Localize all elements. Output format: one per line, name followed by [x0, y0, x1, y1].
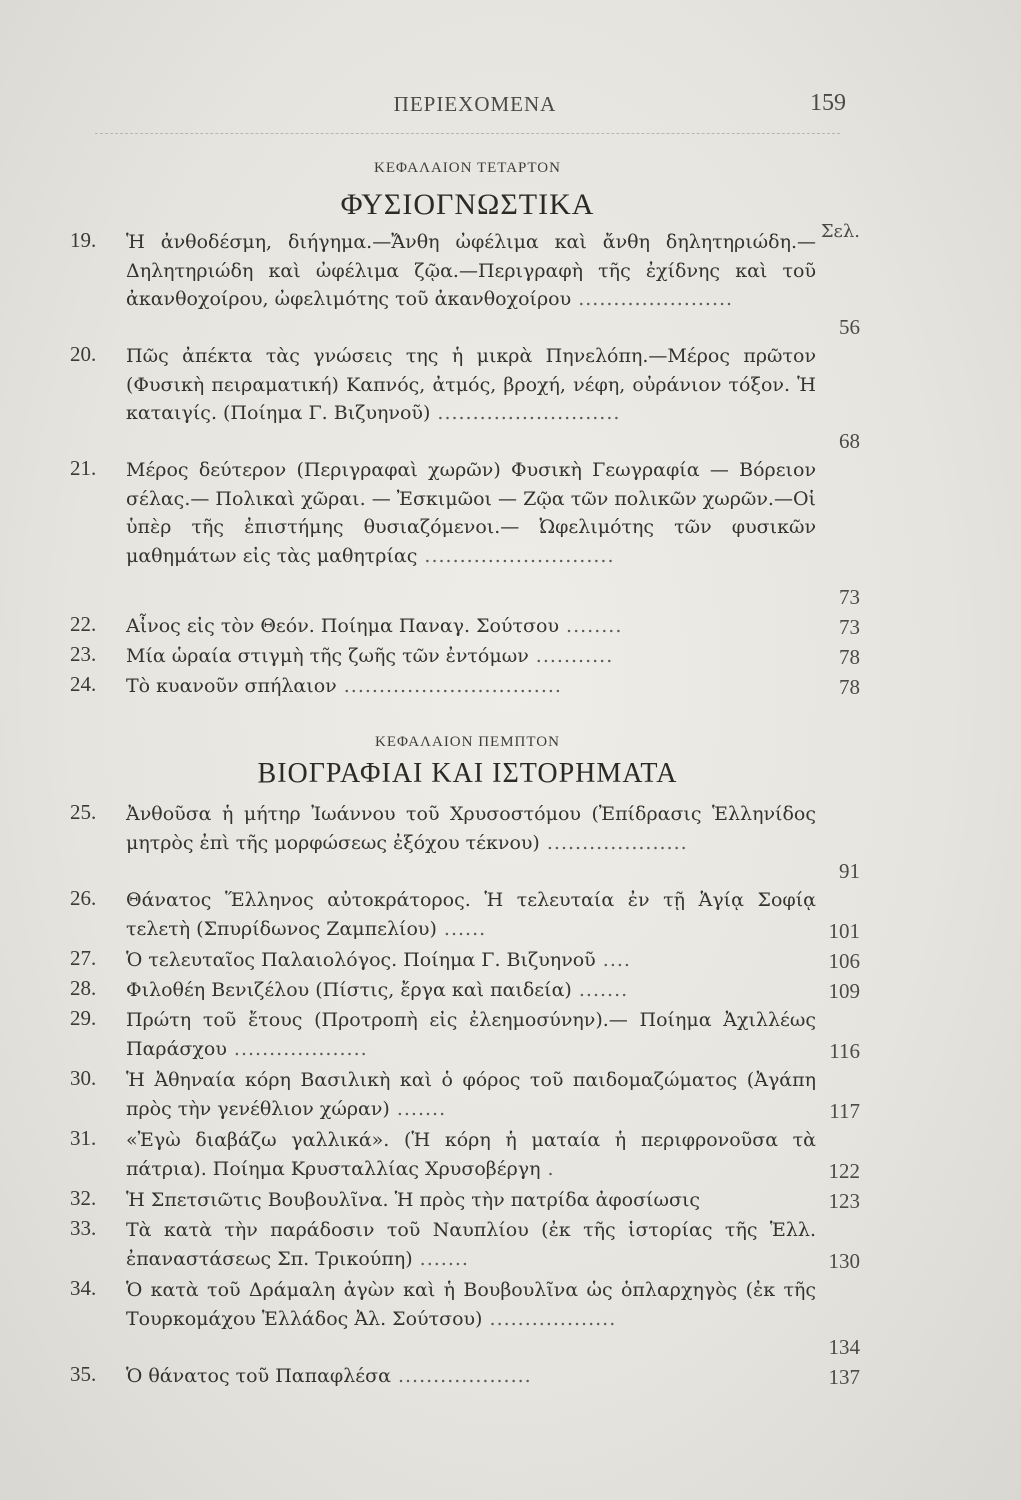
entry-title: Θάνατος Ἕλληνος αὐτοκράτορος. Ἡ τελευταία ἐν τῇ Ἁγίᾳ Σοφίᾳ τελετὴ (Σπυρίδωνος Ζαμπελίου) ...... — [126, 889, 816, 940]
entry-title: Τὸ κυανοῦν σπήλαιον ............................... — [126, 675, 562, 697]
toc-entry-26[interactable] — [70, 886, 860, 946]
page-number: 159 — [810, 90, 846, 116]
entry-page: 73 — [839, 585, 860, 609]
page-column-label: Σελ. — [820, 221, 860, 242]
toc-entry-20[interactable] — [70, 342, 860, 456]
entry-title: Ὁ θάνατος τοῦ Παπαφλέσα ................... — [126, 1365, 532, 1387]
toc-entry-35[interactable] — [70, 1362, 860, 1392]
entry-page: 116 — [829, 1039, 860, 1063]
chapter-label-5: ΚΕΦΑΛΑΙΟΝ ΠΕΜΠΤΟΝ — [375, 734, 560, 750]
toc-entry-34[interactable] — [70, 1276, 860, 1362]
toc-entry-19[interactable] — [70, 228, 860, 342]
entry-number: 35. — [70, 1362, 97, 1386]
toc-entry-27[interactable] — [70, 946, 860, 976]
entry-page: 73 — [839, 615, 860, 639]
entry-page: 130 — [828, 1249, 860, 1273]
toc-entry-30[interactable] — [70, 1066, 860, 1126]
entry-title: Ὁ τελευταῖος Παλαιολόγος. Ποίημα Γ. Βιζυηνοῦ .... — [126, 949, 631, 971]
entry-page: 68 — [839, 429, 860, 453]
toc-entry-33[interactable] — [70, 1216, 860, 1276]
entry-title: Αἶνος εἰς τὸν Θεόν. Ποίημα Παναγ. Σούτσου ........ — [126, 615, 623, 637]
toc-entry-28[interactable] — [70, 976, 860, 1006]
entry-title: Πρώτη τοῦ ἔτους (Προτροπὴ εἰς ἐλεημοσύνην).— Ποίημα Ἀχιλλέως Παράσχου ................... — [126, 1009, 816, 1060]
entry-page: 78 — [839, 645, 860, 669]
entry-title: Τὰ κατὰ τὴν παράδοσιν τοῦ Ναυπλίου (ἐκ τῆς ἱστορίας τῆς Ἑλλ. ἐπαναστάσεως Σπ. Τρικούπη) ....... — [126, 1219, 816, 1270]
entry-page: 137 — [828, 1365, 860, 1389]
chapter-4-entries — [70, 228, 860, 702]
entry-title: Πῶς ἀπέκτα τὰς γνώσεις της ἡ μικρὰ Πηνελόπη.—Μέρος πρῶτον (Φυσικὴ πειραματική) Καπνός, ἀτμός, βροχή, νέφη, οὐράνιον τόξον. Ἡ καταιγίς. (Ποίημα Γ. Βιζυηνοῦ) .......................... — [126, 345, 816, 424]
toc-entry-29[interactable] — [70, 1006, 860, 1066]
entry-title: Ἀνθοῦσα ἡ μήτηρ Ἰωάννου τοῦ Χρυσοστόμου (Ἐπίδρασις Ἑλληνίδος μητρὸς ἐπὶ τῆς μορφώσεως ἐξόχου τέκνου) .................... — [126, 803, 816, 854]
entry-number: 30. — [70, 1066, 97, 1090]
toc-entry-24[interactable] — [70, 672, 860, 702]
entry-number: 20. — [70, 342, 97, 366]
entry-number: 23. — [70, 642, 97, 666]
entry-page: 134 — [828, 1335, 860, 1359]
entry-number: 19. — [70, 228, 97, 252]
chapter-title-4: ΦΥΣΙΟΓΝΩΣΤΙΚΑ — [340, 188, 595, 221]
chapter-label-4: ΚΕΦΑΛΑΙΟΝ ΤΕΤΑΡΤΟΝ — [374, 160, 561, 176]
toc-entry-22[interactable] — [70, 612, 860, 642]
entry-number: 31. — [70, 1126, 97, 1150]
toc-entry-23[interactable] — [70, 642, 860, 672]
toc-entry-32[interactable] — [70, 1186, 860, 1216]
entry-number: 24. — [70, 672, 97, 696]
entry-number: 26. — [70, 886, 97, 910]
entry-number: 33. — [70, 1216, 97, 1240]
entry-number: 29. — [70, 1006, 97, 1030]
chapter-5-entries — [70, 800, 860, 1392]
entry-number: 22. — [70, 612, 97, 636]
entry-title: Ἡ Σπετσιῶτις Βουβουλῖνα. Ἡ πρὸς τὴν πατρίδα ἀφοσίωσις — [126, 1189, 701, 1211]
chapter-title-5: ΒΙΟΓΡΑΦΙΑΙ ΚΑΙ ΙΣΤΟΡΗΜΑΤΑ — [257, 758, 678, 789]
entry-number: 34. — [70, 1276, 97, 1300]
entry-page: 122 — [828, 1159, 860, 1183]
entry-number: 27. — [70, 946, 97, 970]
entry-number: 32. — [70, 1186, 97, 1210]
entry-page: 101 — [828, 919, 860, 943]
toc-entry-25[interactable] — [70, 800, 860, 886]
entry-page: 91 — [839, 859, 860, 883]
entry-page: 117 — [829, 1099, 860, 1123]
entry-title: Μέρος δεύτερον (Περιγραφαὶ χωρῶν) Φυσικὴ Γεωγραφία — Βόρειον σέλας.— Πολικαὶ χῶραι. — Ἐσκιμῶοι — Ζῷα τῶν πολικῶν χωρῶν.—Οἱ ὑπὲρ τῆς ἐπιστήμης θυσιαζόμενοι.— Ὠφελιμότης τῶν φυσικῶν μαθημάτων εἰς τὰς μαθητρίας ........................... — [126, 459, 816, 567]
entry-title: Ὁ κατὰ τοῦ Δράμαλη ἀγὼν καὶ ἡ Βουβουλῖνα ὡς ὁπλαρχηγὸς (ἐκ τῆς Τουρκομάχου Ἑλλάδος Ἀλ. Σούτσου) .................. — [126, 1279, 816, 1330]
entry-title: Ἡ ἀνθοδέσμη, διήγημα.—Ἄνθη ὠφέλιμα καὶ ἄνθη δηλητηριώδη.—Δηλητηριώδη καὶ ὠφέλιμα ζῷα.—Περιγραφὴ τῆς ἐχίδνης καὶ τοῦ ἀκανθοχοίρου, ὠφελιμότης τοῦ ἀκανθοχοίρου ...................... — [126, 231, 816, 310]
entry-number: 25. — [70, 800, 97, 824]
entry-title: «Ἐγὼ διαβάζω γαλλικά». (Ἡ κόρη ἡ ματαία ἡ περιφρονοῦσα τὰ πάτρια). Ποίημα Κρυσταλλίας Χρυσοβέργη . — [126, 1129, 816, 1180]
entry-page: 56 — [839, 315, 860, 339]
entry-title: Ἡ Ἀθηναία κόρη Βασιλικὴ καὶ ὁ φόρος τοῦ παιδομαζώματος (Ἀγάπη πρὸς τὴν γενέθλιον χώραν) ....... — [126, 1069, 816, 1120]
toc-entry-21[interactable] — [70, 456, 860, 612]
entry-number: 28. — [70, 976, 97, 1000]
entry-title: Φιλοθέη Βενιζέλου (Πίστις, ἔργα καὶ παιδεία) ....... — [126, 979, 629, 1001]
entry-title: Μία ὡραία στιγμὴ τῆς ζωῆς τῶν ἐντόμων ........... — [126, 645, 614, 667]
entry-page: 78 — [839, 675, 860, 699]
header-rule — [95, 133, 840, 134]
entry-number: 21. — [70, 456, 97, 480]
toc-entry-31[interactable] — [70, 1126, 860, 1186]
entry-page: 123 — [828, 1189, 860, 1213]
entry-page: 106 — [828, 949, 860, 973]
running-title: ΠΕΡΙΕΧΟΜΕΝΑ — [393, 92, 557, 116]
entry-page: 109 — [828, 979, 860, 1003]
